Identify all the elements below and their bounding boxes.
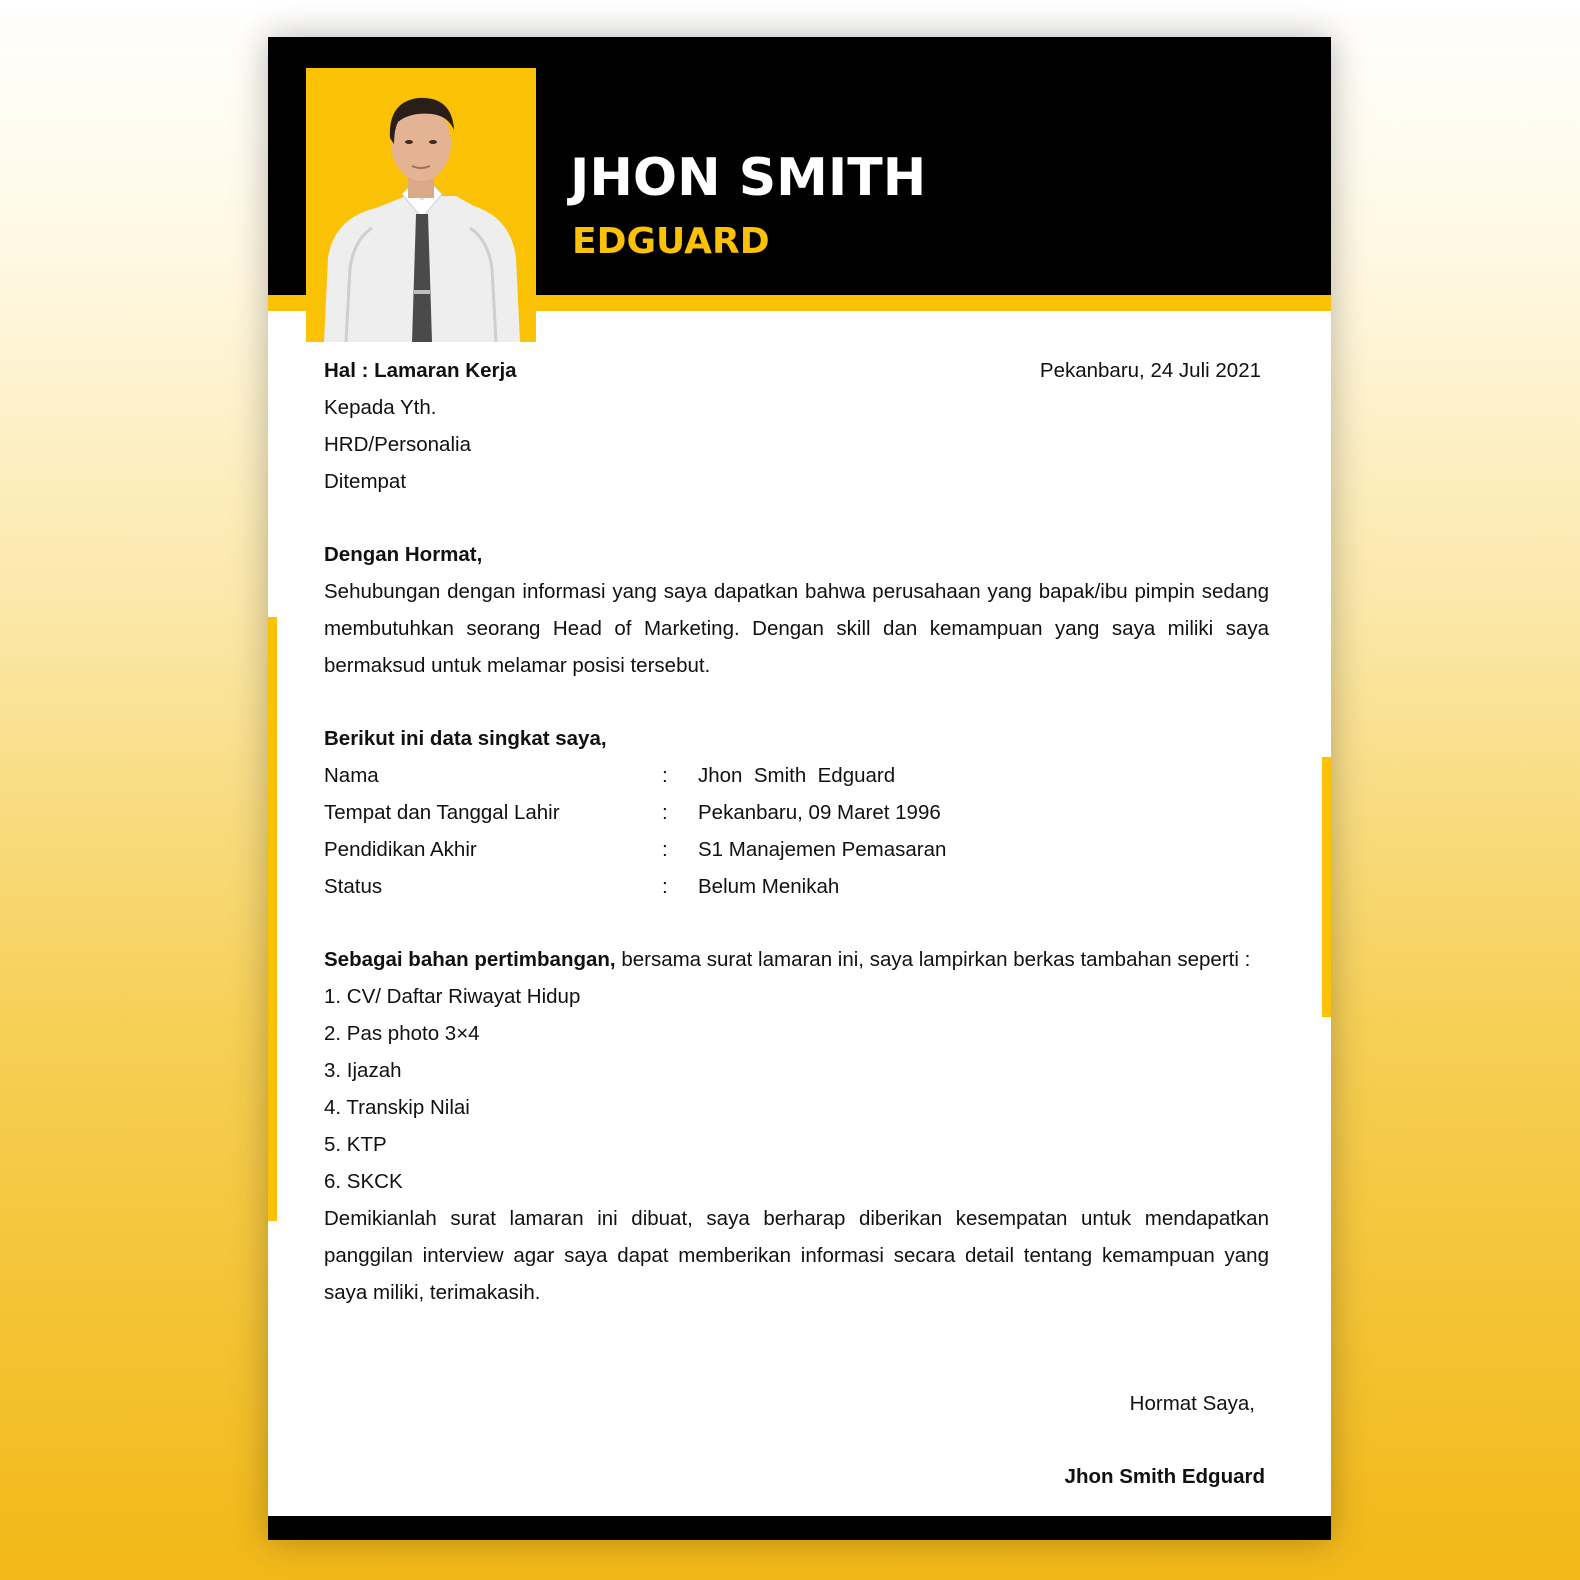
data-row [324,868,1269,905]
recipient-line: Kepada Yth. [324,396,437,419]
attachment-item: 3. Ijazah [324,1059,402,1082]
footer-band [268,1516,1331,1540]
data-value: Jhon Smith Edguard [698,764,896,787]
data-value: Belum Menikah [698,875,840,898]
data-row [324,757,1269,794]
data-value: S1 Manajemen Pemasaran [698,838,947,861]
data-row [324,794,1269,831]
attachment-item: 2. Pas photo 3×4 [324,1022,480,1045]
attachment-item: 4. Transkip Nilai [324,1096,470,1119]
profile-photo [306,68,536,342]
attachments-intro [324,941,1269,978]
left-accent-bar [268,617,277,1221]
data-value: Pekanbaru, 09 Maret 1996 [698,801,941,824]
greeting: Dengan Hormat, [324,543,483,566]
data-label: Status [324,875,383,898]
closing-salutation: Hormat Saya, [1129,1392,1255,1415]
letter-subject: Hal : Lamaran Kerja [324,359,517,382]
data-colon: : [662,801,668,824]
data-colon: : [662,875,668,898]
attachment-item: 6. SKCK [324,1170,403,1193]
data-colon: : [662,764,668,787]
applicant-last-name: EDGUARD [572,221,770,262]
data-label: Tempat dan Tanggal Lahir [324,801,560,824]
recipient-line: Ditempat [324,470,407,493]
attachment-item: 5. KTP [324,1133,387,1156]
attachments-intro-bold: Sebagai bahan pertimbangan, [324,948,616,971]
applicant-first-name: JHON SMITH [570,148,927,208]
data-row [324,831,1269,868]
intro-paragraph: Sehubungan dengan informasi yang saya dapatkan bahwa perusahaan yang bapak/ibu pimpin sedang membutuhkan seorang Head of Marketing. Dengan skill dan kemampuan yang saya miliki saya bermaksud untuk melamar posisi tersebut. [324,580,1269,677]
data-label: Nama [324,764,379,787]
place-date: Pekanbaru, 24 Juli 2021 [1039,359,1261,382]
data-heading: Berikut ini data singkat saya, [324,727,607,750]
data-label: Pendidikan Akhir [324,838,477,861]
attachments-intro-text: bersama surat lamaran ini, saya lampirkan berkas tambahan seperti : [615,948,1251,971]
right-accent-bar [1322,757,1331,1017]
person-portrait-icon [306,68,536,342]
data-colon: : [662,838,668,861]
closing-paragraph: Demikianlah surat lamaran ini dibuat, saya berharap diberikan kesempatan untuk mendapatkan panggilan interview agar saya dapat memberikan informasi secara detail tentang kemampuan yang saya miliki, terimakasih. [324,1207,1269,1304]
letter-page [268,37,1331,1540]
signature-name: Jhon Smith Edguard [1064,1465,1265,1488]
attachment-item: 1. CV/ Daftar Riwayat Hidup [324,985,581,1008]
letter-body [324,352,1269,1495]
recipient-line: HRD/Personalia [324,433,471,456]
